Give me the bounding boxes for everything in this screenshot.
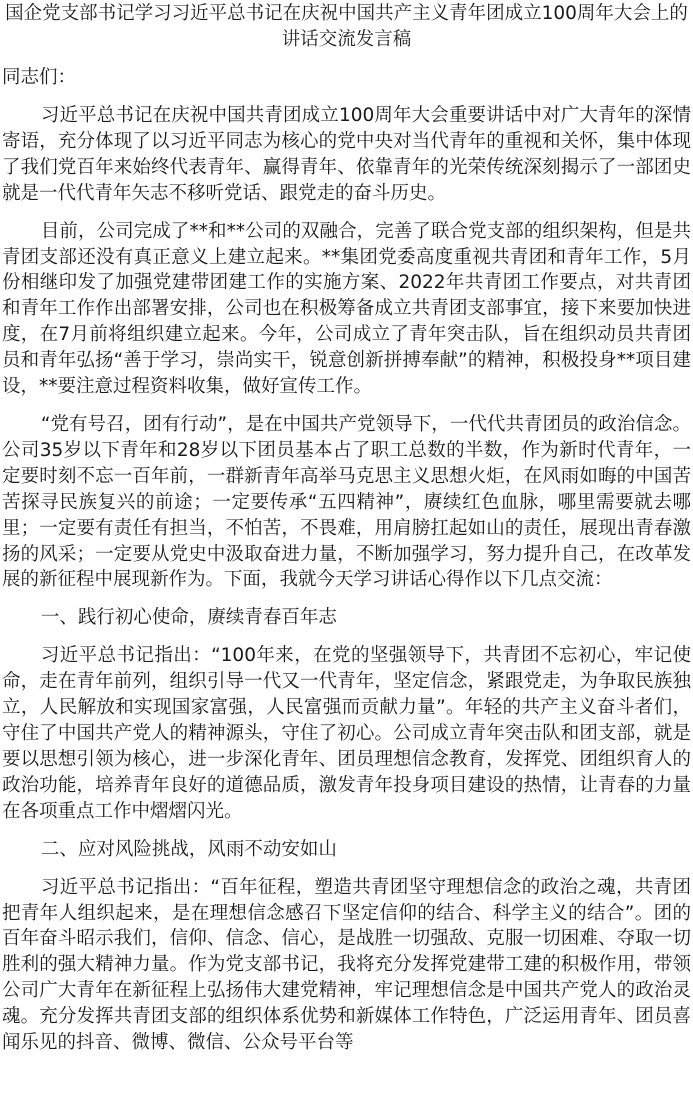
section-paragraph-2: 习近平总书记指出：“百年征程，塑造共青团坚守理想信念的政治之魂，共青团把青年人组织起来，是在理想信念感召下坚定信仰的结合、科学主义的结合”。团的百年奋斗昭示我们，信仰、信念、信心，是战胜一切强敌、克服一切困难、夺取一切胜利的强大精神力量。作为党支部书记，我将充分发挥党建带工建的积极作用，带领公司广大青年在新征程上弘扬伟大建党精神，牢记理想信念是中国共产党人的政治灵魂。充分发挥共青团支部的组织体系优势和新媒体工作特色，广泛运用青年、团员喜闻乐见的抖音、微博、微信、公众号平台等 bbox=[2, 876, 691, 1054]
salutation: 同志们： bbox=[2, 67, 77, 88]
section-heading-2: 二、应对风险挑战，风雨不动安如山 bbox=[40, 838, 337, 860]
section-heading-1: 一、践行初心使命，赓续青春百年志 bbox=[40, 607, 337, 629]
paragraph-intro: 习近平总书记在庆祝中国共青团成立100周年大会重要讲话中对广大青年的深情寄语，充分体现了以习近平同志为核心的党中央对当代青年的重视和关怀，集中体现了我们党百年来始终代表青年、赢得青年、依靠青年的光荣传统深刻揭示了一部团史就是一代代青年矢志不移听党话、跟党走的奋斗历史。 bbox=[2, 105, 691, 204]
section-paragraph-1: 习近平总书记指出：“100年来，在党的坚强领导下，共青团不忘初心，牢记使命，走在青年前列，组织引导一代又一代青年，坚定信念，紧跟党走，为争取民族独立，人民解放和实现国家富强，人民富强而贡献力量”。年轻的共产主义奋斗者们，守住了中国共产党人的精神源头，守住了初心。公司成立青年突击队和团支部，就是要以思想引领为核心，进一步深化青年、团员理想信念教育，发挥党、团组织育人的政治功能，培养青年良好的道德品质，激发青年投身项目建设的热情，让青春的力量在各项重点工作中熠熠闪光。 bbox=[2, 645, 691, 822]
paragraph-youth-mission: “党有号召，团有行动”，是在中国共产党领导下，一代代共青团员的政治信念。公司35岁以下青年和28岁以下团员基本占了职工总数的半数，作为新时代青年，一定要时刻不忘一百年前，一群新青年高举马克思主义思想火炬，在风雨如晦的中国苦苦探寻民族复兴的前途；一定要传承“五四精神”，赓续红色血脉，哪里需要就去哪里；一定要有责任有担当，不怕苦，不畏难，用肩膀扛起如山的责任，展现出青春激扬的风采；一定要从党史中汲取奋进力量，不断加强学习，努力提升自己，在改革发展的新征程中展现新作为。下面，我就今天学习讲话心得作以下几点交流： bbox=[2, 413, 691, 591]
document-title: 国企党支部书记学习习近平总书记在庆祝中国共产主义青年团成立100周年大会上的讲话交流发言稿 bbox=[5, 3, 688, 50]
paragraph-company-status: 目前，公司完成了**和**公司的双融合，完善了联合党支部的组织架构，但是共青团支部还没有真正意义上建立起来。**集团党委高度重视共青团和青年工作，5月份相继印发了加强党建带团建工作的实施方案、2022年共青团工作要点，对共青团和青年工作作出部署安排，公司也在积极筹备成立共青团支部事宜，接下来要加快进度，在7月前将组织建立起来。今年，公司成立了青年突击队，旨在组织动员共青团员和青年弘扬“善于学习，崇尚实干，锐意创新拼搏奉献”的精神，积极投身**项目建设，**要注意过程资料收集，做好宣传工作。 bbox=[2, 220, 691, 398]
